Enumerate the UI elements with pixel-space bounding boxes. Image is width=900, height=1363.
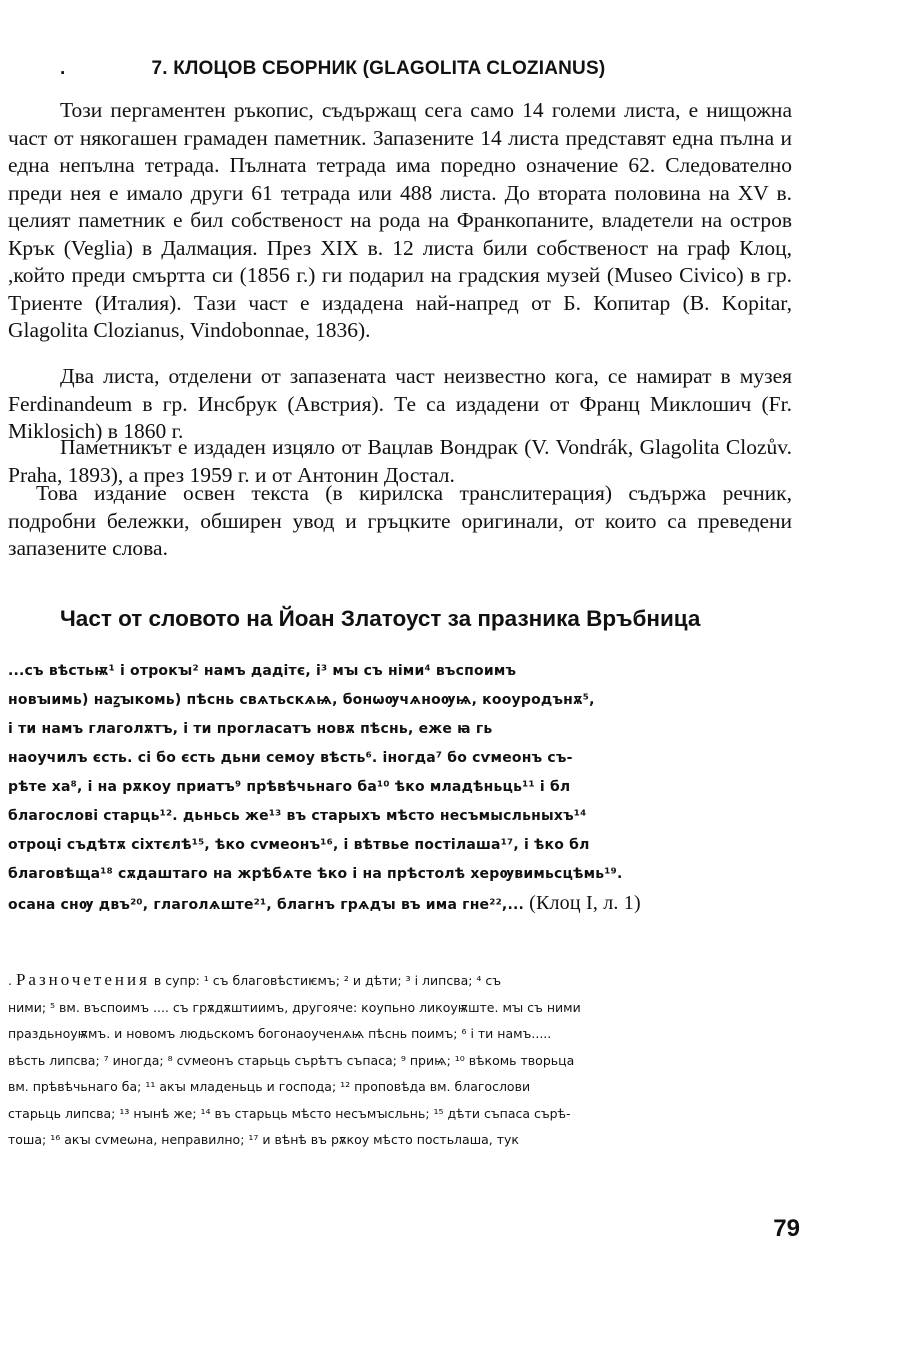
- variant-line: вм. прѣвѣчьнаго ба; ¹¹ акꙑ младеньць и господа; ¹² проповѣда вм. благослови: [8, 1079, 531, 1094]
- page-number: 79: [773, 1215, 800, 1242]
- text-line: новꙑимь) наꙁꙑкомь) пѣснь свѧтьскѧѩ, бонѡѹчѧноѹѩ, кооуродънѫ⁵,: [8, 692, 595, 708]
- variant-line: вѣсть липсва; ⁷ иногда; ⁸ сѵмеонъ старьць сърѣтъ съпаса; ⁹ приѩ; ¹⁰ вѣкомь творьца: [8, 1052, 575, 1068]
- variant-line: праздьноуѭмъ. и новомъ людьскомъ богонаоученѧѩ пѣснь поимъ; ⁶ і ти намъ.....: [8, 1026, 552, 1041]
- text-line: отроці съдѣтѫ сіхтєлѣ¹⁵, ѣко сѵмеонъ¹⁶, і вѣтвье постілаша¹⁷, і ѣко бл: [8, 837, 590, 853]
- text-line-last: [8, 889, 792, 920]
- paragraph-manuscript-description: Този пергаментен ръкопис, съдържащ сега само 14 големи листа, е нищожна част от някогашен грамаден паметник. Запазените 14 листа представят една пълна и една непълна тетрада. Пълната тетрада има поредно означение 62. Следователно преди нея е имало други 61 тетрада или 488 листа. До втората половина на XV в. целият паметник е бил собственост на рода на Франкопаните, владетели на остров Крък (Veglia) в Далмация. През XIX в. 12 листа били собственост на граф Клоц, ,който преди смъртта си (1856 г.) ги подарил на градския музей (Museo Civico) в гр. Триенте (Италия). Тази част е издадена най-напред от Б. Копитар (B. Kopitar, Glagolita Clozianus, Vindobonnae, 1836).: [8, 98, 792, 342]
- heading-mark: .: [60, 58, 66, 79]
- paragraph-innsbruck-leaves: Два листа, отделени от запазената част неизвестно кога, се намират в музея Ferdinandeum в гр. Инсбрук (Австрия). Те са издадени от Франц Миклошич (Fr. Miklosich) в 1860 г.: [8, 364, 792, 443]
- text-line-content: осана снѹ двъ²⁰, глаголѧште²¹, благнъ грѧдꙑ въ има гне²²,...: [8, 897, 524, 913]
- old-church-slavonic-text: [8, 657, 792, 920]
- variant-line: ними; ⁵ вм. въспоимъ .... съ грѫдѫштиимъ, другояче: коупьно ликоуѭште. мꙑ съ ними: [8, 999, 581, 1015]
- chapter-title: 7. КЛОЦОВ СБОРНИК (GLAGOLITA CLOZIANUS): [151, 58, 606, 79]
- text-line: і ти намъ глаголѫтъ, і ти прогласатъ новѫ пѣснь, еже ꙗ гь: [8, 721, 493, 737]
- variant-line: тоша; ¹⁶ акꙑ сѵмеѡна, неправилно; ¹⁷ и вѣнѣ въ рѫкоу мѣсто постьлаша, тук: [8, 1132, 519, 1147]
- chapter-heading: [60, 58, 820, 80]
- variant-text: в супр: ¹ съ благовѣстиѥмъ; ² и дѣти; ³ і липсва; ⁴ съ: [153, 973, 502, 988]
- text-line: благовѣща¹⁸ сѫдаштаго на жрѣбѧте ѣко і на прѣстолѣ херѹвимьсцѣмь¹⁹.: [8, 866, 623, 882]
- paragraph-vondrak-edition: Паметникът е издаден изцяло от Вацлав Вондрак (V. Vondrák, Glagolita Clozův. Praha, 1893), а през 1959 г. и от Антонин Достал.: [8, 435, 792, 487]
- text-line: ...съ вѣстьѭ¹ і отрокꙑ² намъ дадітє, і³ мꙑ съ німи⁴ въспоимъ: [8, 663, 517, 679]
- source-reference: (Клоц I, л. 1): [529, 892, 641, 914]
- section-title: Част от словото на Йоан Златоуст за празника Връбница: [60, 606, 701, 631]
- text-line: рѣте ха⁸, і на рѫкоу приатъ⁹ прѣвѣчьнаго ба¹⁰ ѣко младѣньць¹¹ і бл: [8, 779, 571, 795]
- variant-readings: [8, 967, 792, 1154]
- variant-line: старьць липсва; ¹³ нꙑнѣ же; ¹⁴ въ старьць мѣсто несъмꙑсльнь; ¹⁵ дѣти съпаса сърѣ-: [8, 1105, 571, 1121]
- variant-line: . Разночетения в супр: ¹ съ благовѣстиѥмъ; ² и дѣти; ³ і липсва; ⁴ съ: [8, 970, 502, 989]
- paragraph-edition-contents: Това издание освен текста (в кирилска транслитерация) съдържа речник, подробни бележки, обширен увод и гръцките оригинали, от които са преведени запазените слова.: [8, 481, 792, 560]
- text-line: наоучилъ єсть. сі бо єсть дьни семоу вѣсть⁶. іногда⁷ бо сѵмеонъ съ-: [8, 750, 573, 766]
- variants-lead: Разночетения: [15, 970, 150, 989]
- text-line: благослові старць¹². дьньсь же¹³ въ старыхъ мѣсто несъмысльныхъ¹⁴: [8, 808, 587, 824]
